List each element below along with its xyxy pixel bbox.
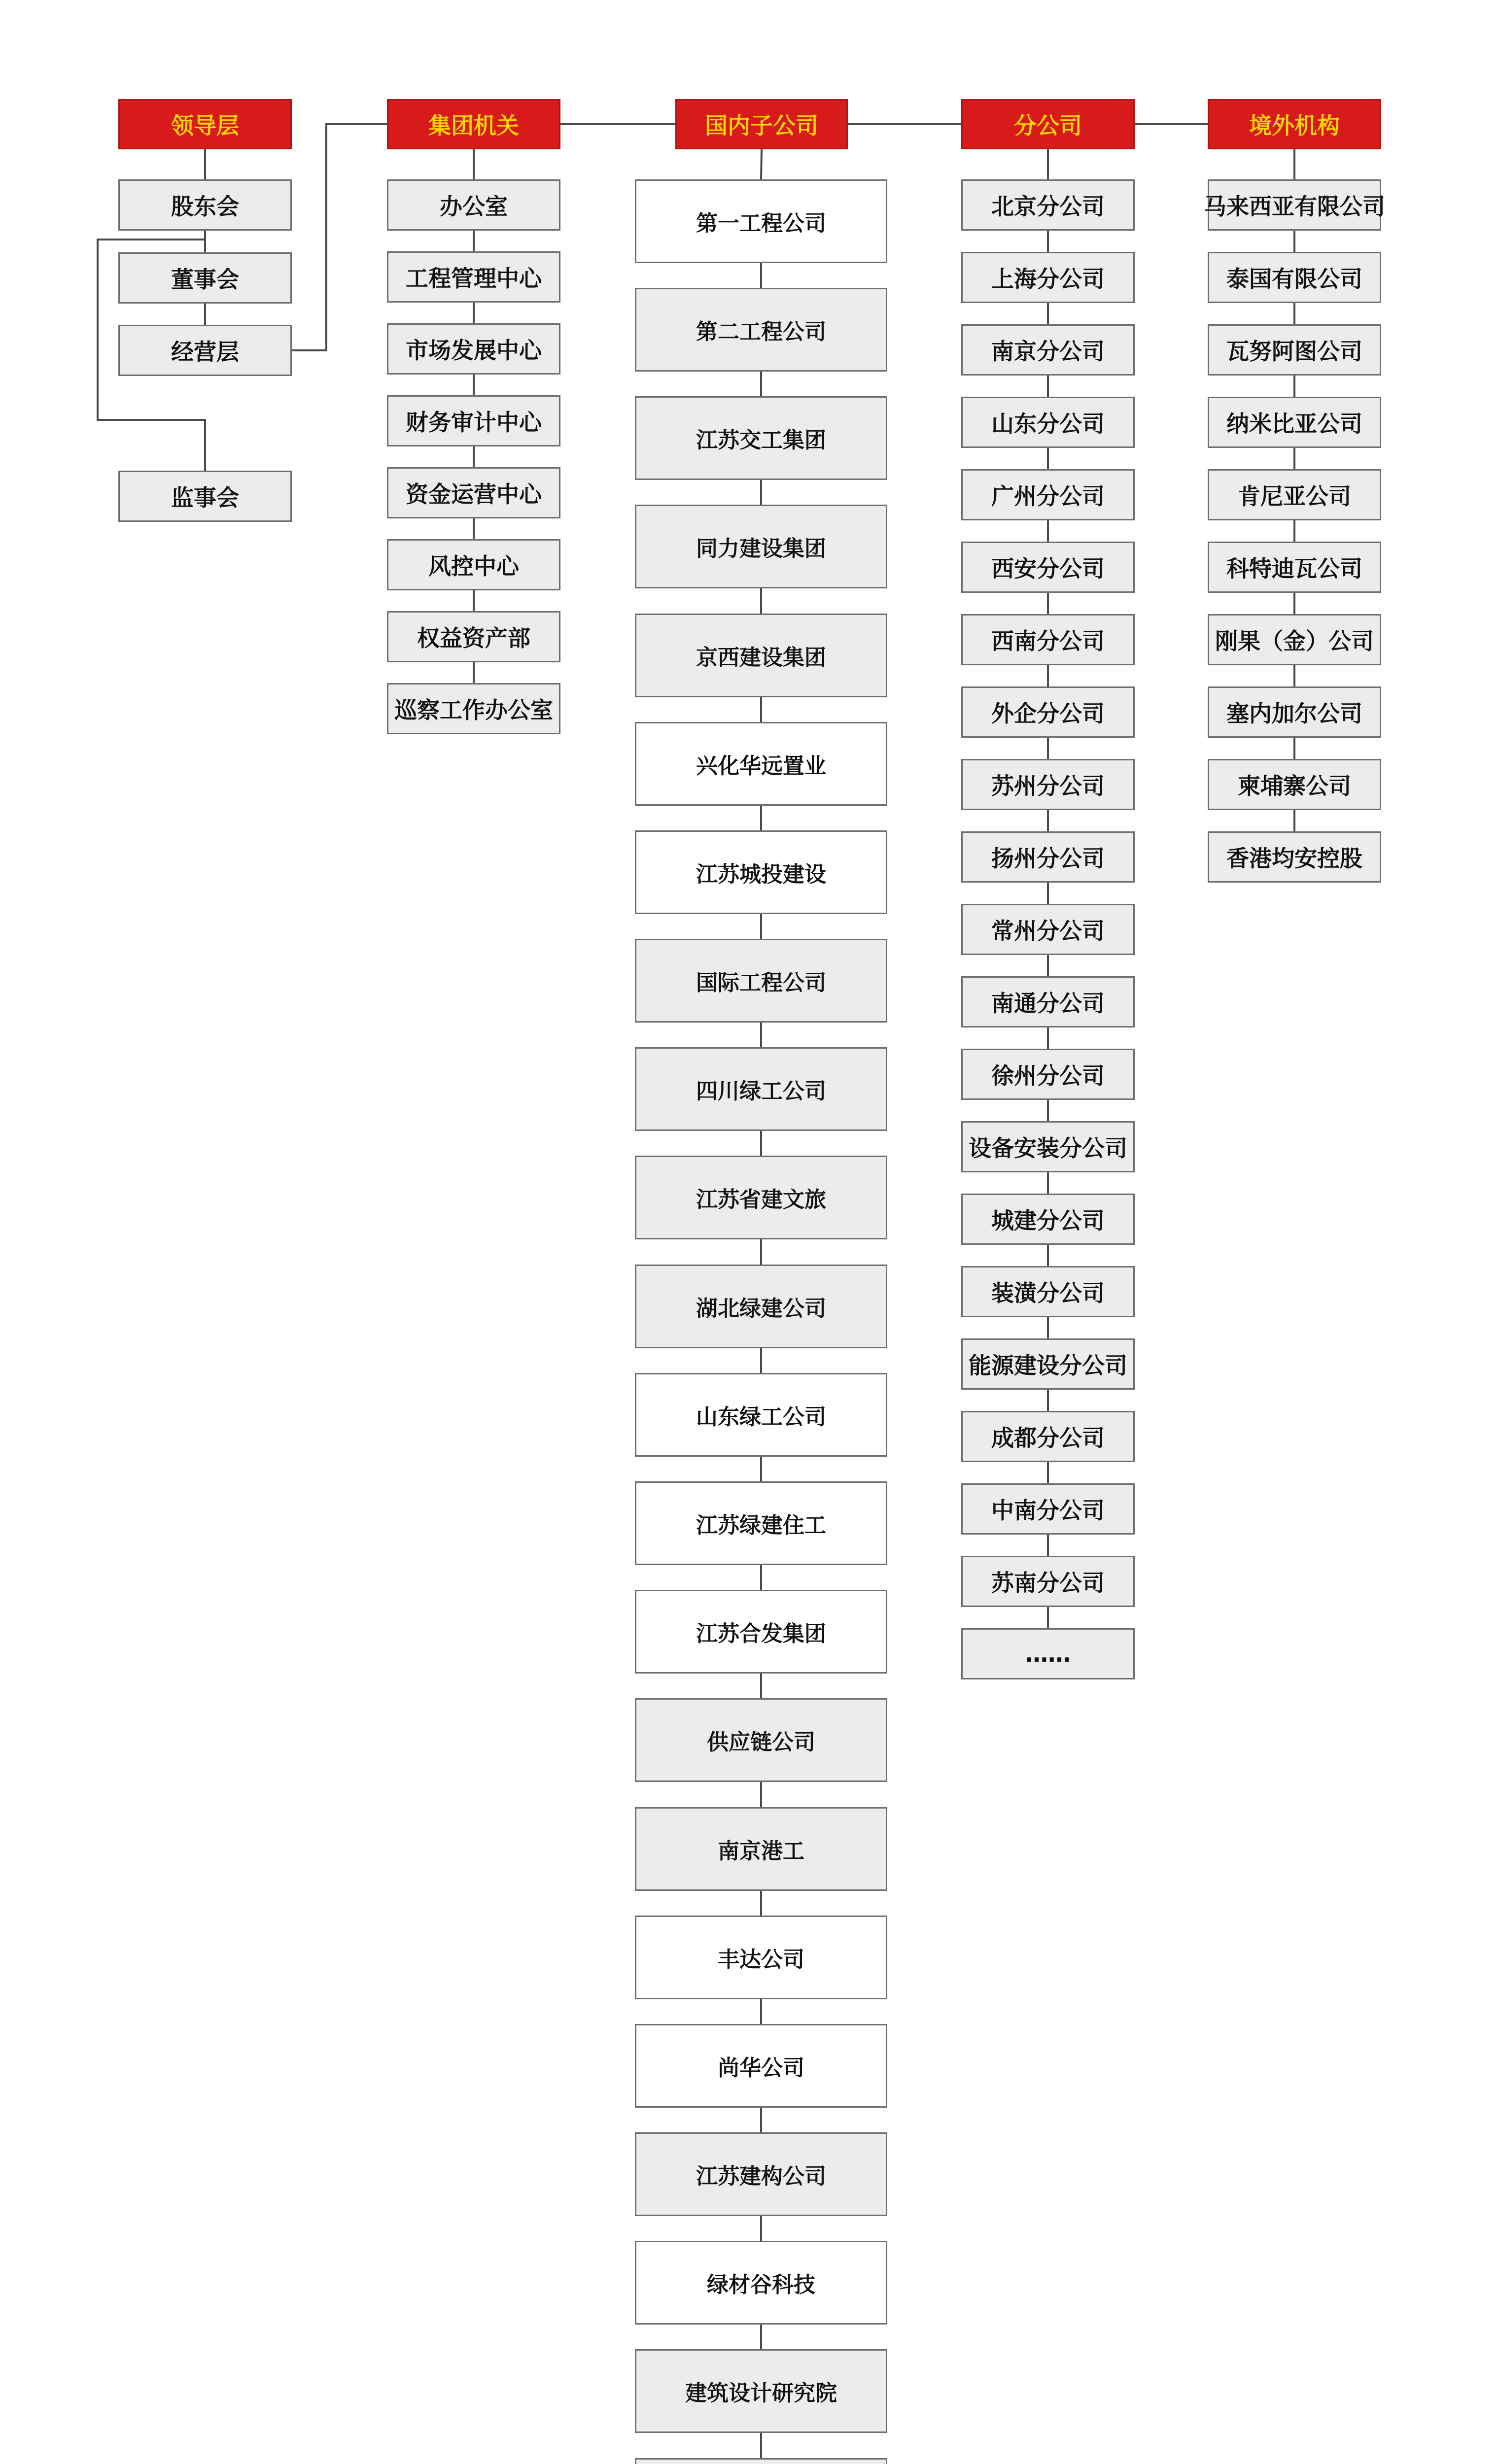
- connector-line-4: [292, 124, 387, 350]
- node-branch-14: 设备安装分公司: [961, 1121, 1135, 1172]
- node-hq-finance-audit: 财务审计中心: [387, 395, 560, 446]
- node-branch-13: 徐州分公司: [961, 1049, 1135, 1100]
- node-branch-17: 能源建设分公司: [961, 1338, 1135, 1390]
- node-hq-capital-operation: 资金运营中心: [387, 467, 560, 518]
- node-domestic-2: 第二工程公司: [635, 288, 887, 372]
- header-domestic-subsidiaries: 国内子公司: [675, 99, 848, 149]
- node-branch-more: ……: [961, 1628, 1135, 1679]
- node-domestic-18: 尚华公司: [635, 2024, 887, 2108]
- node-domestic-17: 丰达公司: [635, 1916, 887, 1999]
- node-branch-6: 西安分公司: [961, 542, 1135, 593]
- node-overseas-9: 柬埔寨公司: [1208, 759, 1381, 810]
- node-overseas-2: 泰国有限公司: [1208, 252, 1381, 303]
- node-branch-12: 南通分公司: [961, 976, 1135, 1027]
- node-domestic-1: 第一工程公司: [635, 179, 887, 263]
- node-domestic-7: 江苏城投建设: [635, 830, 887, 914]
- node-branch-3: 南京分公司: [961, 324, 1135, 376]
- node-domestic-19: 江苏建构公司: [635, 2132, 887, 2216]
- node-overseas-8: 塞内加尔公司: [1208, 686, 1381, 738]
- node-branch-4: 山东分公司: [961, 397, 1135, 448]
- node-domestic-20: 绿材谷科技: [635, 2241, 887, 2325]
- node-branch-1: 北京分公司: [961, 179, 1135, 231]
- node-overseas-6: 科特迪瓦公司: [1208, 542, 1381, 593]
- node-branch-11: 常州分公司: [961, 904, 1135, 955]
- node-overseas-5: 肯尼亚公司: [1208, 469, 1381, 520]
- node-domestic-16: 南京港工: [635, 1807, 887, 1891]
- node-domestic-12: 山东绿工公司: [635, 1373, 887, 1457]
- node-domestic-15: 供应链公司: [635, 1698, 887, 1782]
- node-domestic-11: 湖北绿建公司: [635, 1265, 887, 1348]
- node-domestic-13: 江苏绿建住工: [635, 1481, 887, 1565]
- node-branch-20: 苏南分公司: [961, 1556, 1135, 1607]
- node-domestic-21: 建筑设计研究院: [635, 2349, 887, 2433]
- node-branch-2: 上海分公司: [961, 252, 1135, 303]
- node-shareholders-meeting: 股东会: [118, 179, 292, 231]
- node-branch-15: 城建分公司: [961, 1194, 1135, 1245]
- node-hq-risk-control: 风控中心: [387, 539, 560, 590]
- connector-line-16: [761, 149, 762, 179]
- node-branch-8: 外企分公司: [961, 686, 1135, 738]
- node-overseas-1: 马来西亚有限公司: [1208, 179, 1381, 231]
- node-hq-office: 办公室: [387, 179, 560, 231]
- node-overseas-7: 刚果（金）公司: [1208, 614, 1381, 665]
- node-branch-9: 苏州分公司: [961, 759, 1135, 810]
- node-domestic-14: 江苏合发集团: [635, 1590, 887, 1674]
- node-domestic-4: 同力建设集团: [635, 505, 887, 588]
- node-hq-equity-assets: 权益资产部: [387, 611, 560, 662]
- header-hq: 集团机关: [387, 99, 560, 149]
- node-branch-19: 中南分公司: [961, 1483, 1135, 1535]
- node-supervisory-board: 监事会: [118, 471, 292, 522]
- node-hq-engineering-management: 工程管理中心: [387, 251, 560, 303]
- node-management: 经营层: [118, 325, 292, 376]
- node-overseas-10: 香港均安控股: [1208, 831, 1381, 883]
- header-overseas: 境外机构: [1208, 99, 1381, 149]
- node-domestic-8: 国际工程公司: [635, 939, 887, 1023]
- node-board-of-directors: 董事会: [118, 252, 292, 304]
- node-branch-7: 西南分公司: [961, 614, 1135, 665]
- header-branches: 分公司: [961, 99, 1135, 149]
- node-domestic-9: 四川绿工公司: [635, 1047, 887, 1131]
- node-domestic-10: 江苏省建文旅: [635, 1156, 887, 1239]
- node-hq-inspection-office: 巡察工作办公室: [387, 683, 560, 734]
- node-overseas-3: 瓦努阿图公司: [1208, 324, 1381, 376]
- node-domestic-more: [635, 2458, 887, 2464]
- node-branch-18: 成都分公司: [961, 1411, 1135, 1462]
- node-domestic-6: 兴化华远置业: [635, 722, 887, 806]
- node-branch-5: 广州分公司: [961, 469, 1135, 520]
- node-branch-16: 装潢分公司: [961, 1266, 1135, 1317]
- node-domestic-5: 京西建设集团: [635, 614, 887, 697]
- node-hq-market-development: 市场发展中心: [387, 323, 560, 375]
- node-domestic-3: 江苏交工集团: [635, 396, 887, 480]
- header-leadership: 领导层: [118, 99, 292, 149]
- node-branch-10: 扬州分公司: [961, 831, 1135, 883]
- node-overseas-4: 纳米比亚公司: [1208, 397, 1381, 448]
